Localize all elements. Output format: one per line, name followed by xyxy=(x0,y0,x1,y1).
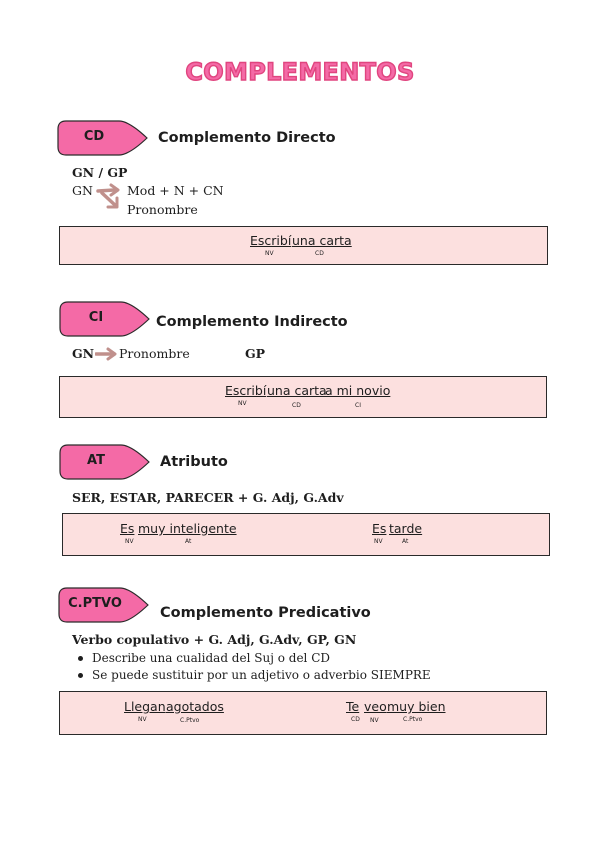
cptvo-rule: Verbo copulativo + G. Adj, G.Adv, GP, GN xyxy=(72,632,357,647)
tag-ci xyxy=(59,301,149,337)
heading-atributo: Atributo xyxy=(160,454,228,470)
tag-cd xyxy=(57,120,147,156)
tag-cptvo xyxy=(58,587,148,623)
example-label: NV xyxy=(138,716,147,723)
cd-branch2: Pronombre xyxy=(127,202,198,217)
example-label: CI xyxy=(355,402,361,409)
ci-pronombre: Pronombre xyxy=(119,346,190,361)
example-word: Llegan xyxy=(124,699,166,714)
example-word: una carta xyxy=(267,383,327,398)
at-rule: SER, ESTAR, PARECER + G. Adj, G.Adv xyxy=(72,490,344,505)
example-box-ci xyxy=(59,376,547,418)
tag-at xyxy=(59,444,149,480)
heading-complemento-predicativo: Complemento Predicativo xyxy=(160,605,371,621)
ci-gn: GN xyxy=(72,346,95,361)
example-label: NV xyxy=(374,538,383,545)
tag-ci-label: CI xyxy=(88,310,104,325)
example-label: NV xyxy=(265,250,274,257)
example-word: veo xyxy=(364,699,387,714)
heading-complemento-indirecto: Complemento Indirecto xyxy=(156,314,348,330)
tag-cd-label: CD xyxy=(83,129,105,144)
example-label: NV xyxy=(125,538,134,545)
example-label: C.Ptvo xyxy=(180,717,200,724)
example-word: agotados xyxy=(166,699,224,714)
ci-gp: GP xyxy=(245,346,266,361)
example-word: Es xyxy=(372,521,387,536)
heading-complemento-directo: Complemento Directo xyxy=(158,130,336,146)
right-arrow-icon xyxy=(95,347,119,361)
example-word: una carta xyxy=(292,233,352,248)
example-word: muy inteligente xyxy=(138,521,237,536)
example-box-cd xyxy=(59,226,548,265)
example-label: CD xyxy=(292,402,301,409)
list-item: Describe una cualidad del Suj o del CD xyxy=(70,650,431,667)
cd-line1: GN / GP xyxy=(72,165,128,180)
example-label: NV xyxy=(370,717,379,724)
example-label: At xyxy=(402,538,409,545)
page-title: COMPLEMENTOS xyxy=(185,58,415,86)
list-item: Se puede sustituir por un adjetivo o adverbio SIEMPRE xyxy=(70,667,431,684)
cptvo-bullet-list xyxy=(70,650,431,684)
branch-arrows-icon xyxy=(96,183,126,213)
example-box-at xyxy=(62,513,550,556)
example-word: tarde xyxy=(389,521,423,536)
example-word: a mi novio xyxy=(325,383,391,398)
example-label: CD xyxy=(315,250,324,257)
example-word: Escribí xyxy=(225,383,267,398)
example-label: NV xyxy=(238,400,247,407)
cd-gn: GN xyxy=(72,183,93,198)
example-word: muy bien xyxy=(387,699,446,714)
cd-branch1: Mod + N + CN xyxy=(127,183,224,198)
example-word: Te xyxy=(346,699,360,714)
tag-cptvo-label: C.PTVO xyxy=(68,596,122,611)
example-word: Escribí xyxy=(250,233,292,248)
example-box-cptvo xyxy=(59,691,547,735)
tag-at-label: AT xyxy=(87,453,105,468)
example-label: CD xyxy=(351,716,360,723)
example-label: At xyxy=(185,538,192,545)
example-word: Es xyxy=(120,521,135,536)
example-label: C.Ptvo xyxy=(403,716,423,723)
